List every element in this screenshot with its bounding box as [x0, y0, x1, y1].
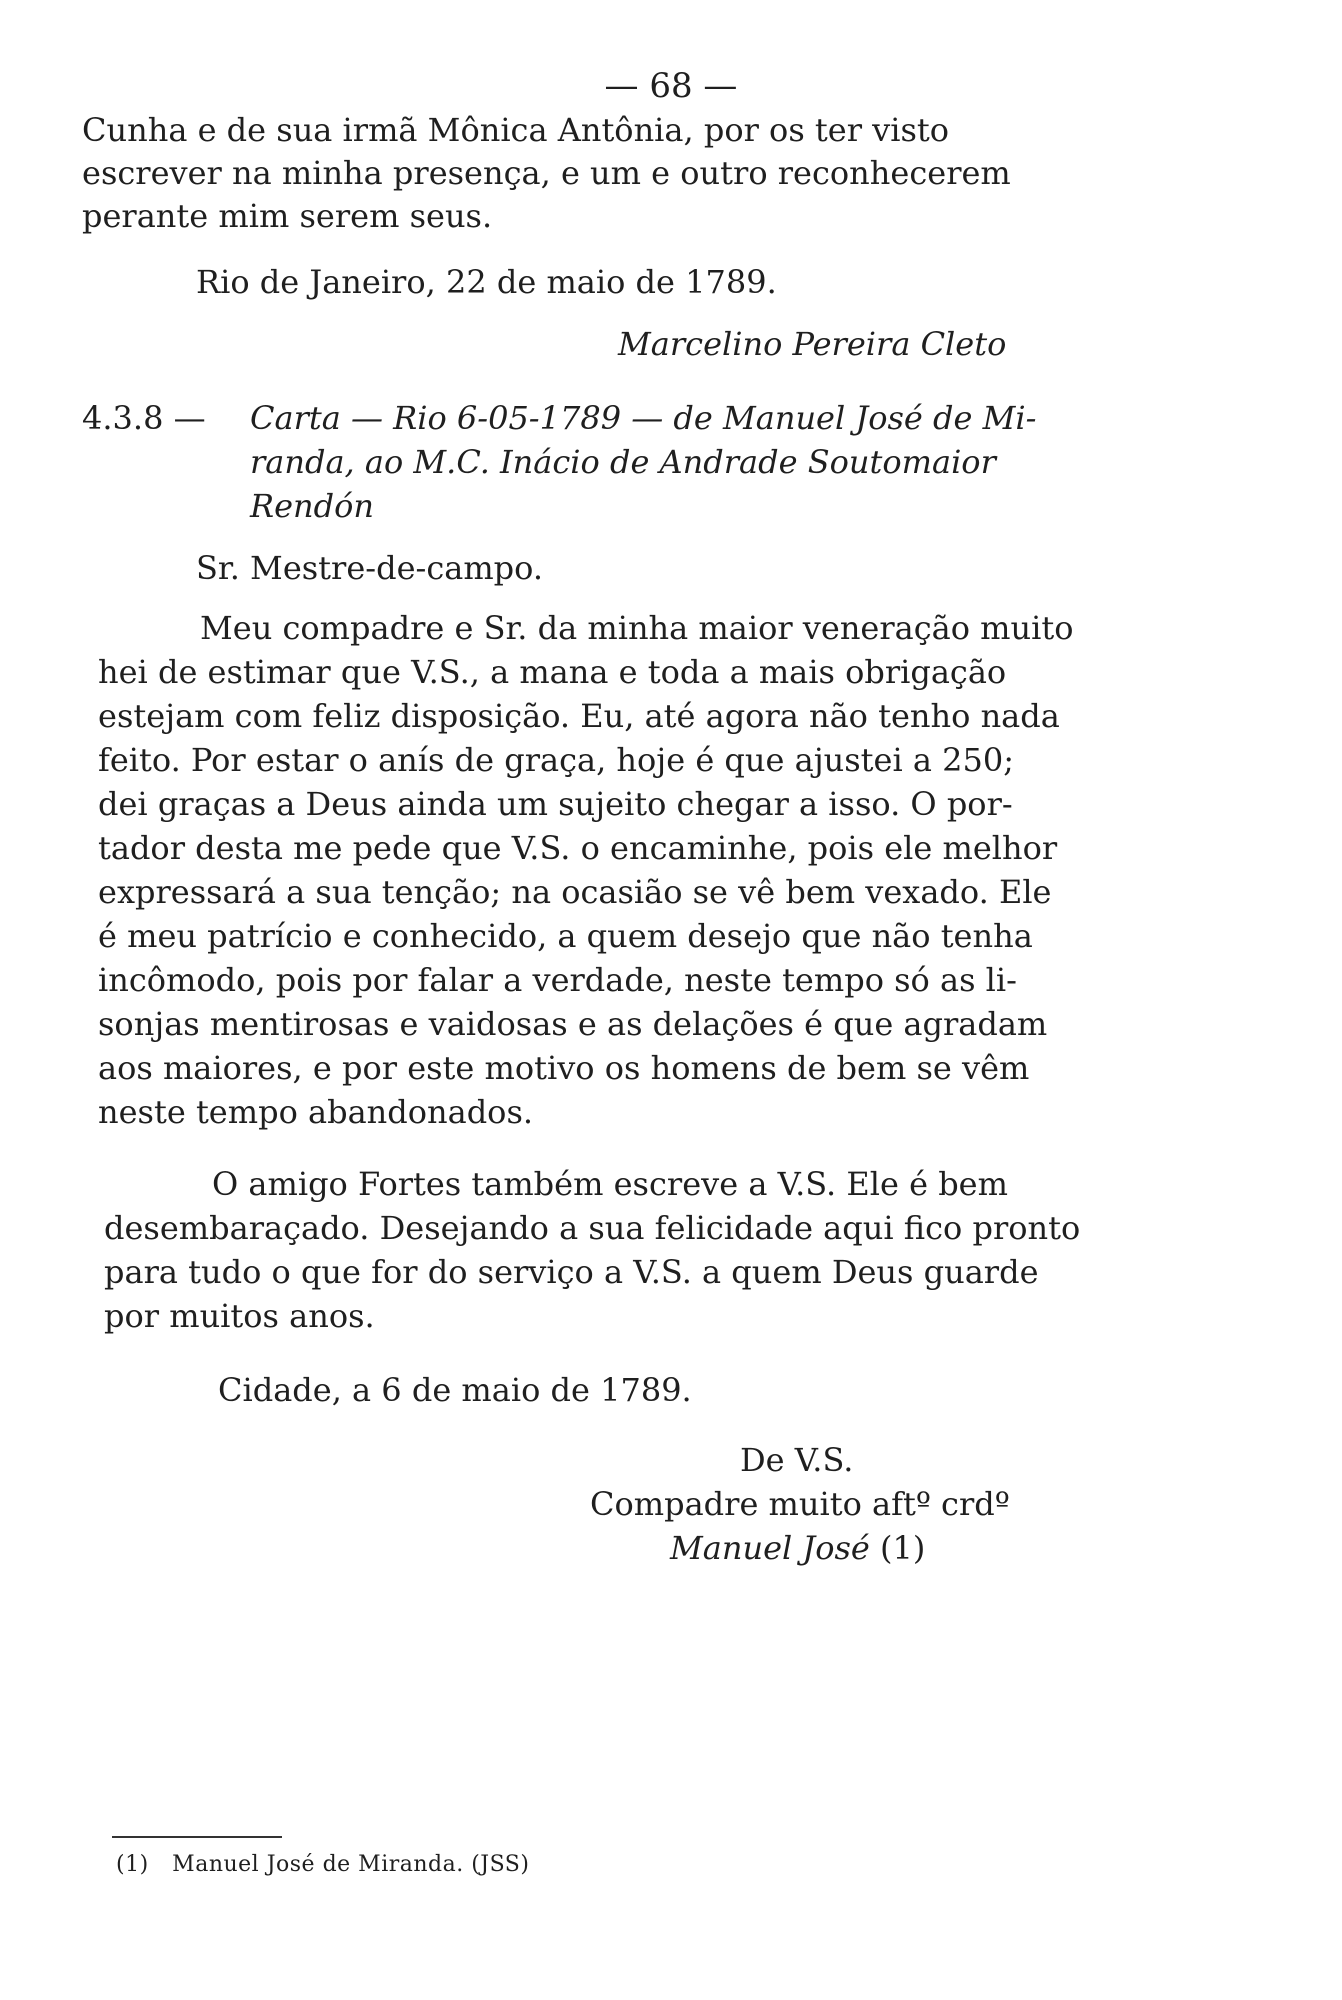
closing-date: Cidade, a 6 de maio de 1789. — [218, 1371, 692, 1409]
continuation-line: escrever na minha presença, e um e outro reconhecerem — [82, 154, 1011, 192]
footnote-reference: (1) — [880, 1529, 926, 1567]
closing-line: Compadre muito aftº crdº — [590, 1485, 1010, 1523]
letter-line: feito. Por estar o anís de graça, hoje é que ajustei a 250; — [98, 741, 1014, 779]
letter-line: por muitos anos. — [104, 1297, 375, 1335]
footnote — [116, 1850, 529, 1880]
letter-line: incômodo, pois por falar a verdade, neste tempo só as li- — [98, 961, 1017, 999]
letter-line: expressará a sua tenção; na ocasião se vê bem vexado. Ele — [98, 873, 1052, 911]
letter-line: O amigo Fortes também escreve a V.S. Ele é bem — [212, 1165, 1008, 1203]
letter-line: neste tempo abandonados. — [98, 1093, 534, 1131]
letter-line: estejam com feliz disposição. Eu, até agora não tenho nada — [98, 697, 1060, 735]
continuation-line: perante mim serem seus. — [82, 197, 493, 235]
section-number — [82, 398, 206, 438]
signature-marcelino: Marcelino Pereira Cleto — [618, 325, 1007, 363]
salutation: Sr. Mestre-de-campo. — [196, 549, 544, 587]
letter-line: desembaraçado. Desejando a sua felicidade aqui fico pronto — [104, 1209, 1081, 1247]
letter-line: Meu compadre e Sr. da minha maior veneração muito — [200, 609, 1074, 647]
letter-line: hei de estimar que V.S., a mana e toda a mais obrigação — [98, 653, 1007, 691]
section-title-line: Carta — Rio 6-05-1789 — de Manuel José de Mi- — [250, 399, 1037, 437]
footnote-text: Manuel José de Miranda. (JSS) — [172, 1852, 530, 1877]
section-dash: — — [173, 399, 206, 437]
letter-line: tador desta me pede que V.S. o encaminhe, pois ele melhor — [98, 829, 1058, 867]
footnote-divider — [112, 1836, 282, 1838]
letter-line: dei graças a Deus ainda um sujeito chegar a isso. O por- — [98, 785, 1013, 823]
closing-line: De V.S. — [740, 1441, 854, 1479]
signer-line — [670, 1528, 925, 1568]
continuation-line: Cunha e de sua irmã Mônica Antônia, por os ter visto — [82, 111, 950, 149]
letter-line: é meu patrício e conhecido, a quem desejo que não tenha — [98, 917, 1033, 955]
letter-line: sonjas mentirosas e vaidosas e as delações é que agradam — [98, 1005, 1048, 1043]
page-number: — 68 — — [604, 66, 738, 106]
section-title-line: Rendón — [250, 487, 374, 525]
letter-line: aos maiores, e por este motivo os homens de bem se vêm — [98, 1049, 1030, 1087]
footnote-marker: (1) — [116, 1852, 149, 1877]
section-number-value: 4.3.8 — [82, 399, 164, 437]
signer-name: Manuel José — [670, 1529, 870, 1567]
section-title-line: randa, ao M.C. Inácio de Andrade Soutomaior — [250, 443, 996, 481]
date-line: Rio de Janeiro, 22 de maio de 1789. — [196, 263, 777, 301]
letter-line: para tudo o que for do serviço a V.S. a quem Deus guarde — [104, 1253, 1039, 1291]
